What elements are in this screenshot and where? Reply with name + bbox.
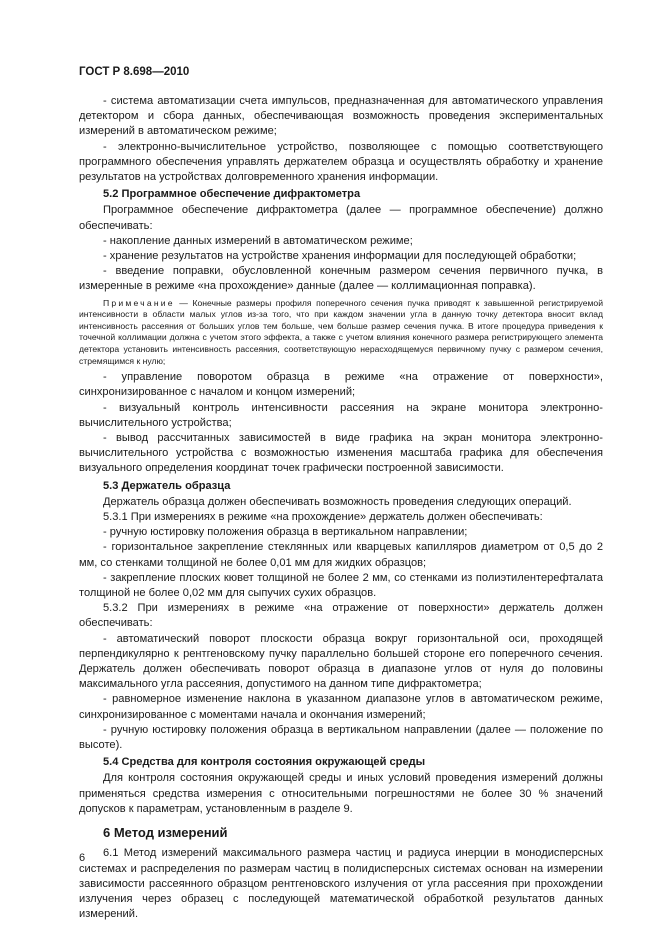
- paragraph: - управление поворотом образца в режиме «на отражение от поверхности», синхронизированное с началом и концом измерений;: [79, 371, 603, 399]
- chapter-heading: 6 Метод измерений: [103, 825, 228, 841]
- paragraph: - ручную юстировку положения образца в вертикальном направлении;: [103, 526, 468, 539]
- paragraph: Держатель образца должен обеспечивать возможность проведения следующих операций.: [103, 495, 572, 508]
- paragraph: - вывод рассчитанных зависимостей в виде графика на экран монитора электронно-вычислительного устройства с возможностью изменения масштаба графика для обеспечения визуального определения координат точек графически построенной зависимости.: [79, 432, 603, 475]
- paragraph: - ручную юстировку положения образца в вертикальном направлении (далее — положение по высоте).: [79, 723, 603, 752]
- paragraph: - автоматический поворот плоскости образца вокруг горизонтальной оси, проходящей перпендикулярно к рентгеновскому пучку параллельно большей стороне его поперечного сечения. Держатель должен обеспечивать поворот образца в диапазоне углов от нуля до половины максимального угла рассеяния, допустимого на данном типе дифрактометра;: [79, 632, 603, 691]
- note-paragraph: [79, 298, 603, 368]
- paragraph: 6.1 Метод измерений максимального размера частиц и радиуса инерции в монодисперсных системах и распределения по размерам частиц в полидисперсных системах основан на измерении зависимости рассеянного образцом рентгеновского излучения от угла рассеяния при прохождении излучения через образец с последующей математической обработкой результатов данных измерений.: [79, 847, 603, 921]
- paragraph: Для контроля состояния окружающей среды и иных условий проведения измерений должны применяться средства измерения с относительными погрешностями не более 30 % значений допусков к параметрам, установленным в разделе 9.: [79, 772, 603, 815]
- section-heading: 5.3 Держатель образца: [103, 479, 231, 492]
- paragraph: - хранение результатов на устройстве хранения информации для последующей обработки;: [103, 250, 577, 263]
- paragraph: - горизонтальное закрепление стеклянных или кварцевых капилляров диаметром от 0,5 до 2 мм, со стенками толщиной не более 0,01 мм для жидких образцов;: [79, 541, 603, 569]
- paragraph: 5.3.2 При измерениях в режиме «на отражение от поверхности» держатель должен обеспечивать:: [79, 602, 603, 630]
- page-number: 6: [79, 852, 86, 864]
- paragraph: - введение поправки, обусловленной конечным размером сечения первичного пучка, в измеренные в режиме «на прохождение» данные (далее — коллимационная поправка).: [79, 265, 603, 293]
- paragraph: Программное обеспечение дифрактометра (далее — программное обеспечение) должно обеспечивать:: [79, 204, 603, 232]
- paragraph: - накопление данных измерений в автоматическом режиме;: [103, 234, 413, 247]
- paragraph: - закрепление плоских кювет толщиной не более 2 мм, со стенками из полиэтилентерефталата толщиной не более 0,02 мм для сыпучих сухих образцов.: [79, 571, 603, 600]
- section-heading: 5.2 Программное обеспечение дифрактометра: [103, 188, 361, 201]
- paragraph: - равномерное изменение наклона в указанном диапазоне углов в автоматическом режиме, синхронизированное с моментами начала и окончания измерений;: [79, 693, 603, 721]
- section-heading: 5.4 Средства для контроля состояния окружающей среды: [103, 756, 426, 769]
- document-header: ГОСТ Р 8.698—2010: [79, 66, 190, 78]
- paragraph: - электронно-вычислительное устройство, позволяющее с помощью соответствующего программного обеспечения управлять держателем образца и осуществлять обработку и хранение результатов на устройствах долговременного хранения информации.: [79, 140, 603, 184]
- paragraph: 5.3.1 При измерениях в режиме «на прохождение» держатель должен обеспечивать:: [103, 511, 543, 524]
- paragraph: - визуальный контроль интенсивности рассеяния на экране монитора электронно-вычислительного устройства;: [79, 401, 603, 429]
- document-body: [79, 94, 603, 922]
- note-text: — Конечные размеры профиля поперечного сечения пучка приводят к завышенной регистрируемой интенсивности в области малых углов из-за того, что при каждом значении угла в данную точку детектора вносит вклад интенсивность рассеяния от больших углов тем больше, чем больше размер сечения пучка. В итоге процедура приведения к точечной коллимации должна с учетом этого эффекта, а также с учетом влияния конечного размера регистрирующего элемента детектора установить интенсивность рассеяния, соответствующую нерасходящемуся первичному пучку с размером сечения, стремящимся к нулю;: [79, 297, 603, 366]
- paragraph: - система автоматизации счета импульсов, предназначенная для автоматического управления детектором и сбора данных, обеспечивающая возможность проведения экспериментальных измерений в автоматическом режиме;: [79, 95, 603, 138]
- note-label: Примечание: [103, 297, 175, 308]
